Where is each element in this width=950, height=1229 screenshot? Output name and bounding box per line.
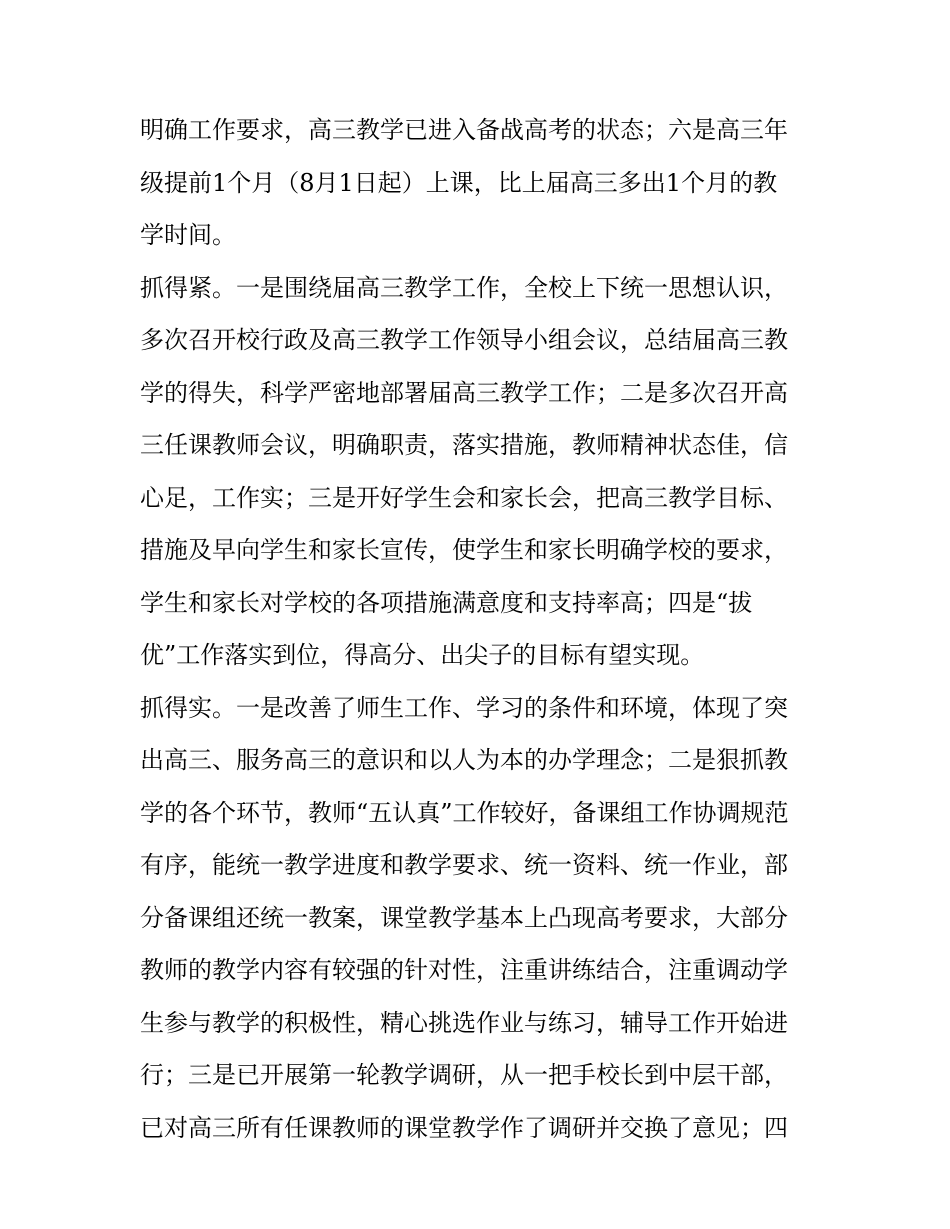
text-line-15: 有序，能统一教学进度和教学要求、统一资料、统一作业，部	[140, 851, 788, 879]
text-line-5: 多次召开校行政及高三教学工作领导小组会议，总结届高三教	[140, 326, 788, 354]
text-line-16: 分备课组还统一教案，课堂教学基本上凸现高考要求，大部分	[140, 903, 788, 932]
text-line-12: 抓得实。一是改善了师生工作、学习的条件和环境，体现了突	[140, 693, 788, 722]
text-line-10: 学生和家长对学校的各项措施满意度和支持率高；四是“拔	[140, 588, 753, 617]
text-line-3: 学时间。	[140, 221, 236, 249]
text-line-4: 抓得紧。一是围绕届高三教学工作，全校上下统一思想认识，	[140, 273, 788, 302]
text-line-11: 优”工作落实到位，得高分、出尖子的目标有望实现。	[140, 641, 705, 669]
text-line-1: 明确工作要求，高三教学已进入备战高考的状态；六是高三年	[140, 116, 788, 144]
text-line-13: 出高三、服务高三的意识和以人为本的办学理念；二是狠抓教	[140, 746, 788, 774]
text-line-9: 措施及早向学生和家长宣传，使学生和家长明确学校的要求，	[140, 536, 788, 564]
text-line-17: 教师的教学内容有较强的针对性，注重讲练结合，注重调动学	[140, 956, 788, 984]
text-line-7: 三任课教师会议，明确职责，落实措施，教师精神状态佳，信	[140, 431, 788, 459]
text-line-2: 级提前1个月（8月1日起）上课，比上届高三多出1个月的教	[140, 168, 778, 197]
text-line-20: 已对高三所有任课教师的课堂教学作了调研并交换了意见；四	[140, 1113, 788, 1142]
text-line-18: 生参与教学的积极性，精心挑选作业与练习，辅导工作开始进	[140, 1008, 788, 1037]
text-line-6: 学的得失，科学严密地部署届高三教学工作；二是多次召开高	[140, 378, 788, 407]
text-line-19: 行；三是已开展第一轮教学调研，从一把手校长到中层干部，	[140, 1061, 788, 1089]
body-text	[140, 104, 812, 1154]
text-line-14: 学的各个环节，教师“五认真”工作较好，备课组工作协调规范	[140, 798, 789, 827]
text-line-8: 心足，工作实；三是开好学生会和家长会，把高三教学目标、	[140, 483, 788, 512]
